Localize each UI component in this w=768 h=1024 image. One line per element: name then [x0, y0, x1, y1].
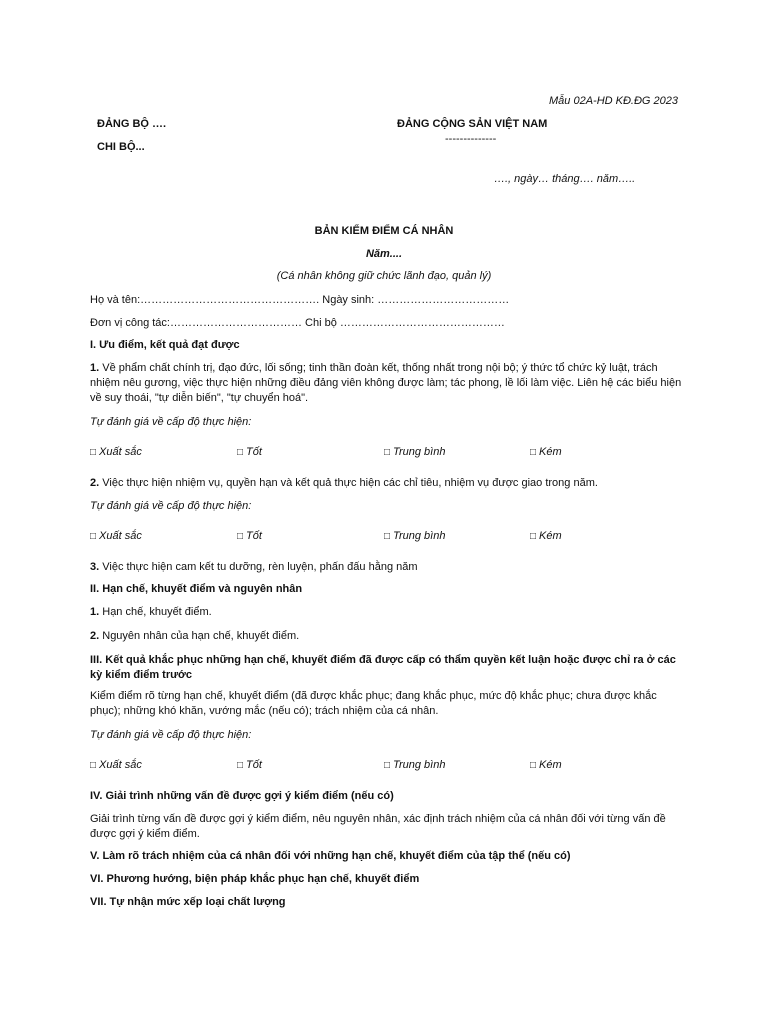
- document-subtitle: (Cá nhân không giữ chức lãnh đạo, quản lý): [276, 270, 492, 282]
- section-2-item-1: [90, 605, 690, 620]
- item-text: Nguyên nhân của hạn chế, khuyết điểm.: [102, 630, 300, 642]
- section-1-item-2: [90, 476, 690, 491]
- item-number: 2.: [90, 477, 100, 489]
- party-committee: ĐẢNG BỘ ….: [97, 118, 167, 130]
- rating-option-poor[interactable]: □ Kém: [530, 530, 562, 542]
- rating-option-good[interactable]: □ Tốt: [237, 446, 262, 458]
- self-assess-label: Tự đánh giá về cấp độ thực hiện:: [90, 729, 252, 741]
- item-text: Việc thực hiện nhiệm vụ, quyền hạn và kết quả thực hiện các chỉ tiêu, nhiệm vụ được giao trong năm.: [102, 477, 598, 489]
- section-1-heading: I. Ưu điểm, kết quả đạt được: [90, 339, 240, 351]
- self-assess-label: Tự đánh giá về cấp độ thực hiện:: [90, 416, 252, 428]
- rating-option-excellent[interactable]: □ Xuất sắc: [90, 759, 142, 771]
- checkbox-icon: □: [384, 447, 391, 458]
- item-text: Hạn chế, khuyết điểm.: [102, 606, 212, 618]
- rating-option-good[interactable]: □ Tốt: [237, 759, 262, 771]
- item-text: Về phẩm chất chính trị, đạo đức, lối sống; tinh thần đoàn kết, thống nhất trong nội bộ; ý thức tổ chức kỷ luật, trách nhiệm nêu gương, việc thực hiện những điều đảng viên không được làm; tác phong, lề lối làm việc. Liên hệ các biểu hiện về suy thoái, "tự diễn biến", "tự chuyển hoá".: [90, 362, 682, 404]
- name-birth-line: Họ và tên:…………………………………………. Ngày sinh: ………………………………: [90, 294, 510, 306]
- section-1-item-3: [90, 560, 690, 575]
- rating-option-average[interactable]: □ Trung bình: [384, 446, 446, 458]
- header-separator: --------------: [445, 133, 497, 145]
- section-2-item-2: [90, 629, 690, 644]
- section-5-heading: V. Làm rõ trách nhiệm của cá nhân đối với những hạn chế, khuyết điểm của tập thể (nếu có): [90, 850, 571, 862]
- document-title: BẢN KIỂM ĐIỂM CÁ NHÂN: [314, 225, 454, 237]
- checkbox-icon: □: [384, 760, 391, 771]
- section-3-heading: III. Kết quả khắc phục những hạn chế, khuyết điểm đã được cấp có thẩm quyền kết luận hoặc được chỉ ra ở các kỳ kiểm điểm trước: [90, 654, 676, 681]
- item-text: Việc thực hiện cam kết tu dưỡng, rèn luyện, phấn đấu hằng năm: [102, 561, 418, 573]
- section-4-heading: IV. Giải trình những vấn đề được gợi ý kiểm điểm (nếu có): [90, 790, 394, 802]
- rating-option-average[interactable]: □ Trung bình: [384, 759, 446, 771]
- party-cell: CHI BỘ...: [97, 141, 145, 153]
- party-name: ĐẢNG CỘNG SẢN VIỆT NAM: [397, 118, 548, 130]
- form-code: Mẫu 02A-HD KĐ.ĐG 2023: [549, 95, 678, 107]
- item-number: 1.: [90, 362, 100, 374]
- section-6-heading: VI. Phương hướng, biện pháp khắc phục hạn chế, khuyết điểm: [90, 873, 420, 885]
- checkbox-icon: □: [384, 531, 391, 542]
- document-year: Năm....: [365, 248, 403, 260]
- item-number: 1.: [90, 606, 100, 618]
- section-1-item-1: [90, 361, 690, 406]
- section-3-text: Kiểm điểm rõ từng hạn chế, khuyết điểm (đã được khắc phục; đang khắc phục, mức độ khắc phục; chưa được khắc phục); những khó khăn, vướng mắc (nếu có); trách nhiệm của cá nhân.: [90, 690, 657, 717]
- checkbox-icon: □: [530, 447, 537, 458]
- rating-option-good[interactable]: □ Tốt: [237, 530, 262, 542]
- item-number: 3.: [90, 561, 100, 573]
- self-assess-label: Tự đánh giá về cấp độ thực hiện:: [90, 500, 252, 512]
- section-2-heading: II. Hạn chế, khuyết điểm và nguyên nhân: [90, 583, 303, 595]
- checkbox-icon: □: [90, 447, 97, 458]
- rating-option-poor[interactable]: □ Kém: [530, 446, 562, 458]
- rating-option-excellent[interactable]: □ Xuất sắc: [90, 530, 142, 542]
- rating-option-average[interactable]: □ Trung bình: [384, 530, 446, 542]
- checkbox-icon: □: [530, 531, 537, 542]
- checkbox-icon: □: [90, 531, 97, 542]
- date-line: …., ngày… tháng…. năm…..: [494, 173, 636, 185]
- section-4-text: Giải trình từng vấn đề được gợi ý kiểm điểm, nêu nguyên nhân, xác định trách nhiệm của cá nhân đối với từng vấn đề được gợi ý kiểm điểm.: [90, 813, 666, 840]
- rating-option-excellent[interactable]: □ Xuất sắc: [90, 446, 142, 458]
- checkbox-icon: □: [90, 760, 97, 771]
- checkbox-icon: □: [530, 760, 537, 771]
- unit-cell-line: Đơn vị công tác:……………………………… Chi bộ ………………………………………: [90, 317, 505, 329]
- checkbox-icon: □: [237, 447, 244, 458]
- checkbox-icon: □: [237, 531, 244, 542]
- section-7-heading: VII. Tự nhận mức xếp loại chất lượng: [90, 896, 286, 908]
- item-number: 2.: [90, 630, 100, 642]
- rating-option-poor[interactable]: □ Kém: [530, 759, 562, 771]
- checkbox-icon: □: [237, 760, 244, 771]
